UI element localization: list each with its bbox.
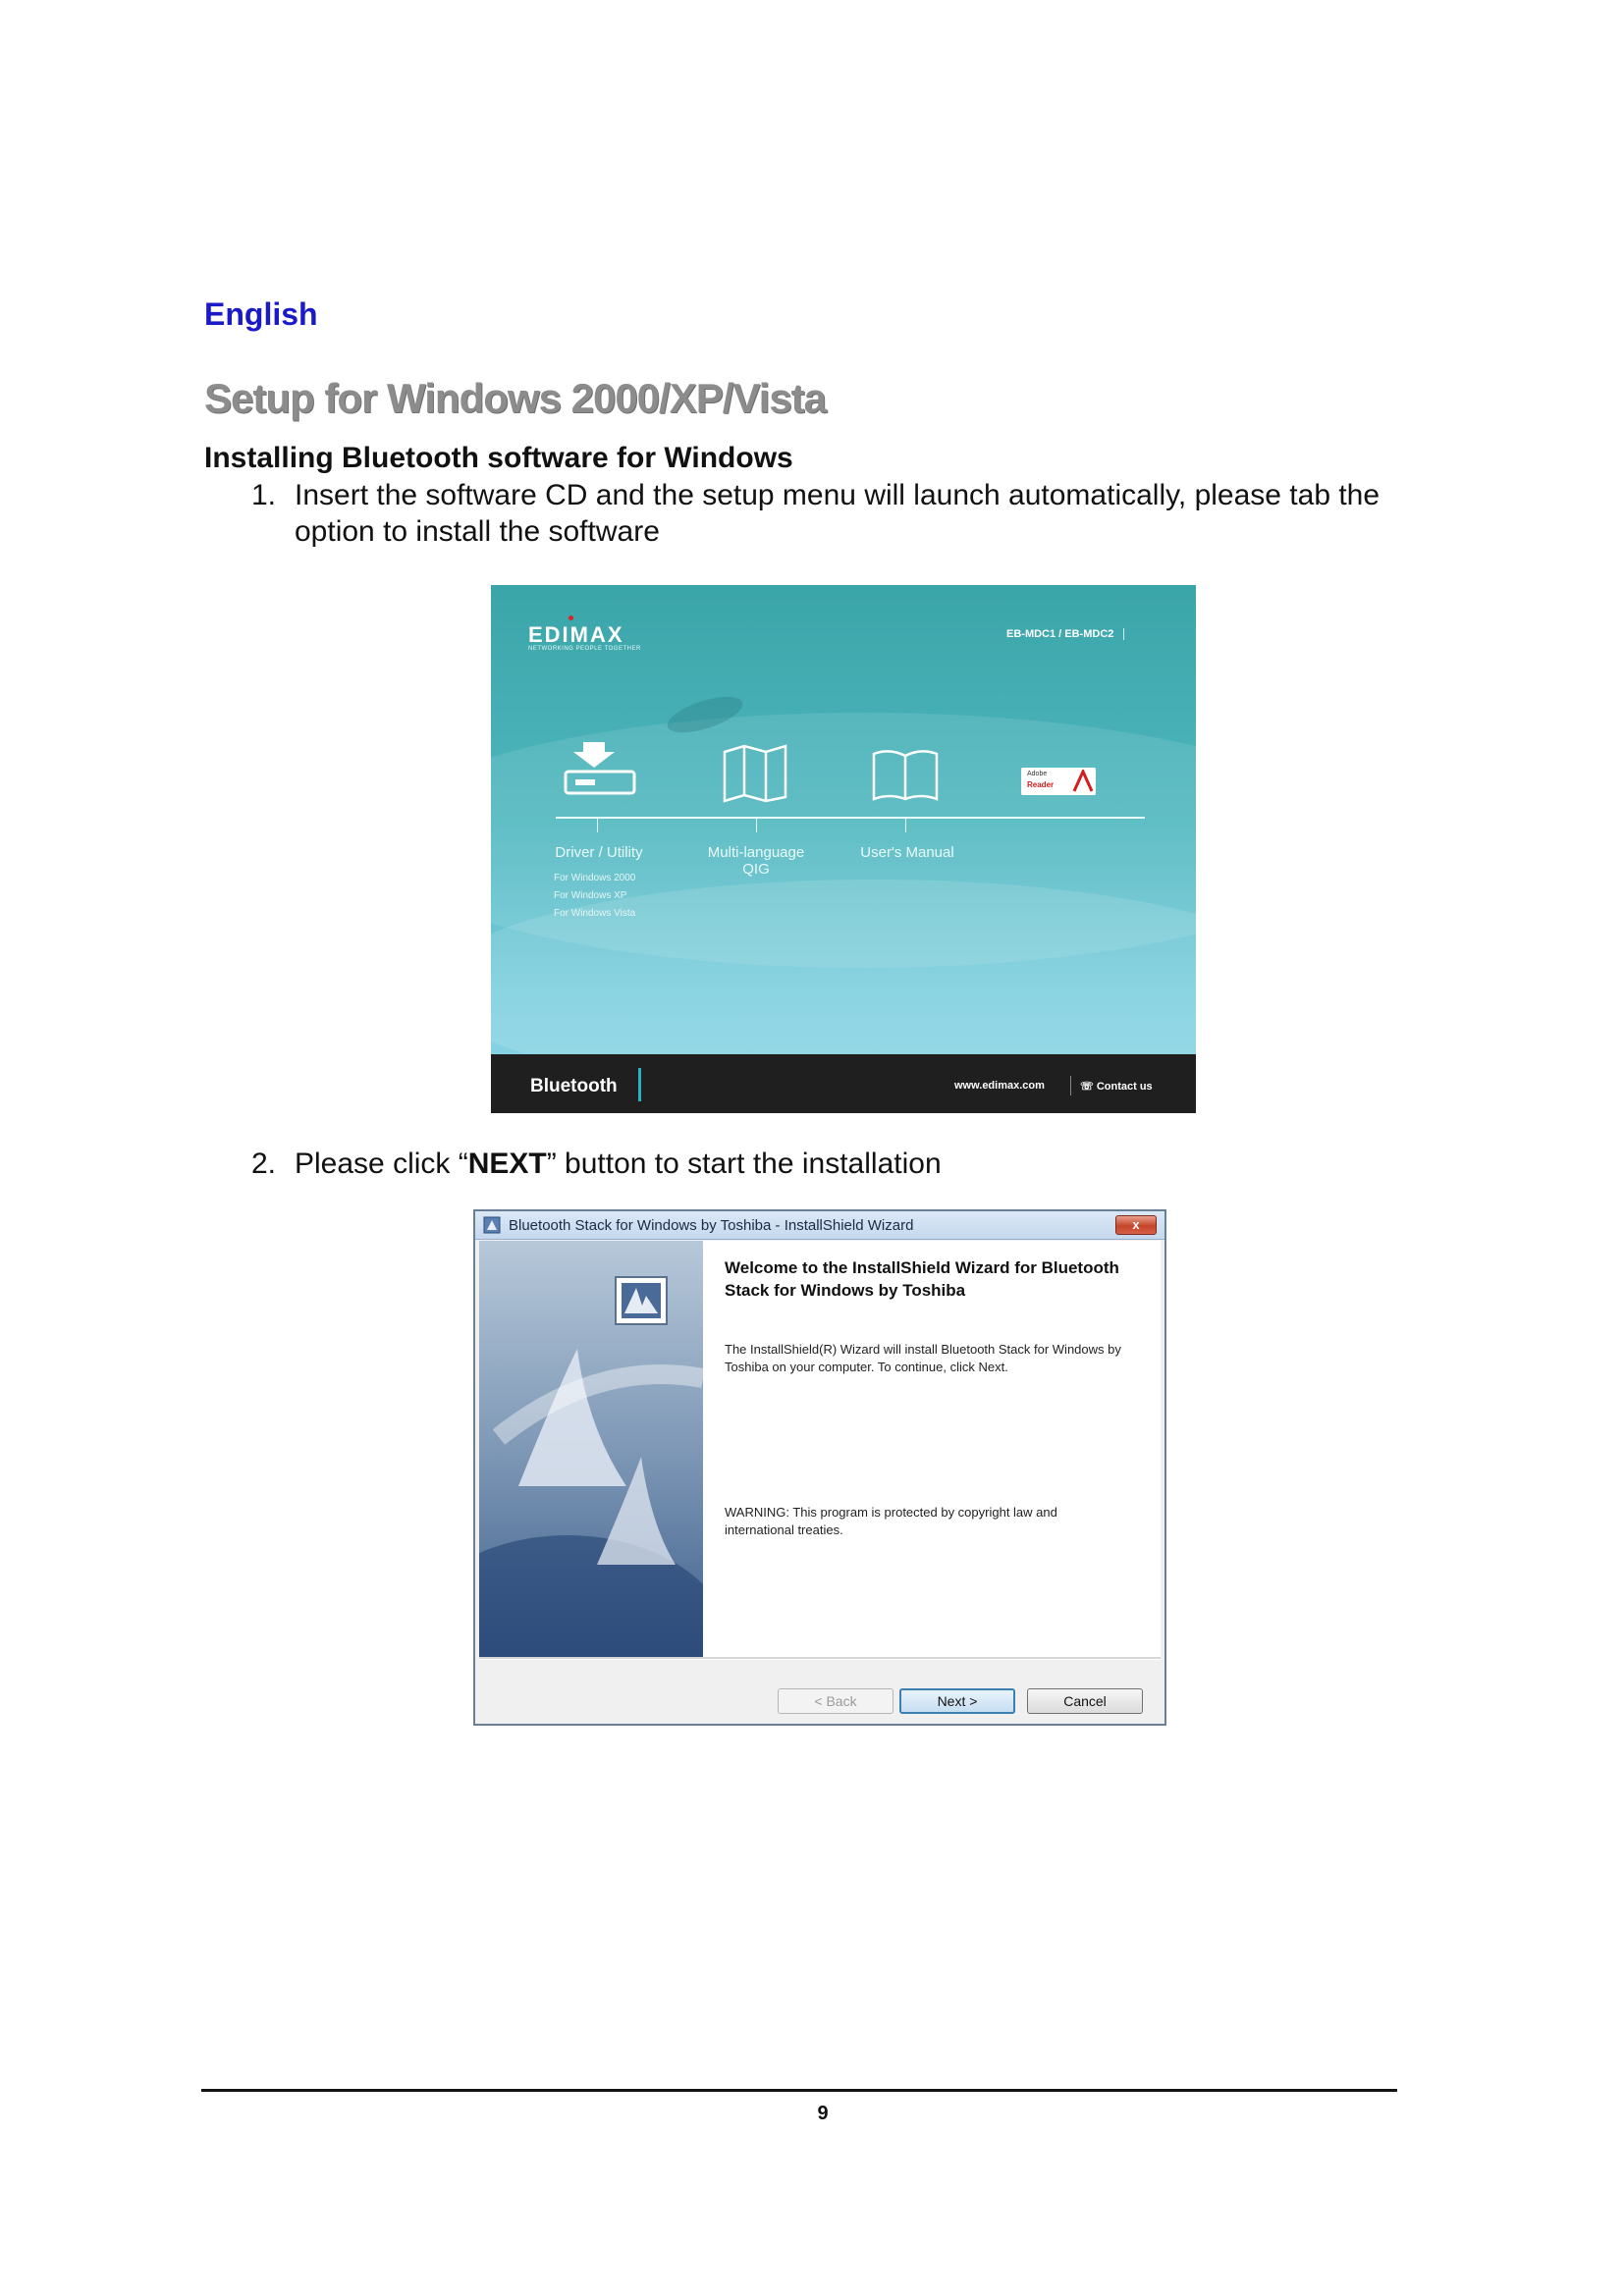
contact-icon: ☏ bbox=[1080, 1081, 1097, 1093]
menu-baseline bbox=[556, 817, 1145, 819]
wizard-body-text: The InstallShield(R) Wizard will install Bluetooth Stack for Windows by Toshiba on your computer. To continue, click Next. bbox=[725, 1342, 1121, 1374]
menu-item-users-manual[interactable]: User's Manual bbox=[860, 844, 954, 861]
menu-item-driver-utility[interactable]: Driver / Utility bbox=[555, 844, 643, 861]
step-1-number: 1. bbox=[251, 479, 277, 511]
edimax-logo: EDIMAX bbox=[528, 622, 624, 648]
section-subtitle: Installing Bluetooth software for Windows bbox=[204, 442, 793, 474]
page-title: Setup for Windows 2000/XP/Vista bbox=[204, 375, 827, 421]
step-1-line1: Insert the software CD and the setup menu will launch automatically, please tab the bbox=[295, 479, 1380, 511]
map-guide-icon[interactable] bbox=[723, 744, 789, 803]
language-heading: English bbox=[204, 296, 318, 332]
back-button[interactable]: < Back bbox=[778, 1688, 893, 1714]
step-2: 2. Please click “NEXT” button to start the installation bbox=[251, 1148, 942, 1180]
wizard-content-panel bbox=[703, 1241, 1161, 1657]
step-1-line2: option to install the software bbox=[295, 515, 660, 548]
installer-app-icon bbox=[483, 1216, 501, 1234]
adobe-reader-icon[interactable]: Adobe Reader bbox=[1021, 768, 1096, 795]
next-button[interactable]: Next > bbox=[899, 1688, 1015, 1714]
model-label: EB-MDC1 / EB-MDC2 bbox=[1006, 628, 1124, 640]
wizard-heading: Welcome to the InstallShield Wizard for Bluetooth Stack for Windows by Toshiba bbox=[725, 1258, 1119, 1300]
edimax-tagline: NETWORKING PEOPLE TOGETHER bbox=[528, 646, 641, 652]
footer-rule bbox=[201, 2089, 1397, 2092]
driver-install-icon[interactable] bbox=[562, 742, 638, 805]
setup-menu-screenshot bbox=[491, 585, 1196, 1113]
step-1 bbox=[251, 477, 1449, 550]
cancel-button[interactable]: Cancel bbox=[1027, 1688, 1143, 1714]
page-number: 9 bbox=[817, 2103, 829, 2124]
open-book-icon[interactable] bbox=[872, 748, 939, 803]
driver-os-2000[interactable]: For Windows 2000 bbox=[554, 873, 636, 883]
wizard-divider bbox=[479, 1657, 1161, 1660]
footer-website-link[interactable]: www.edimax.com bbox=[954, 1080, 1045, 1092]
step-2-number: 2. bbox=[251, 1148, 277, 1180]
driver-os-xp[interactable]: For Windows XP bbox=[554, 890, 627, 901]
wizard-logo-icon bbox=[615, 1276, 668, 1325]
footer-bluetooth-label: Bluetooth bbox=[530, 1076, 618, 1096]
close-button[interactable]: x bbox=[1115, 1215, 1157, 1235]
menu-item-multi-language[interactable]: Multi-language QIG bbox=[707, 844, 805, 878]
wizard-title: Bluetooth Stack for Windows by Toshiba - InstallShield Wizard bbox=[509, 1217, 914, 1234]
driver-os-vista[interactable]: For Windows Vista bbox=[554, 908, 636, 919]
driver-os-list bbox=[554, 870, 635, 923]
wizard-warning-text: WARNING: This program is protected by copyright law and international treaties. bbox=[725, 1505, 1057, 1537]
wizard-side-graphic bbox=[479, 1241, 703, 1657]
next-keyword: NEXT bbox=[467, 1148, 547, 1180]
installshield-wizard-window bbox=[473, 1209, 1166, 1726]
footer-contact-link[interactable]: ☏ Contact us bbox=[1080, 1081, 1153, 1093]
